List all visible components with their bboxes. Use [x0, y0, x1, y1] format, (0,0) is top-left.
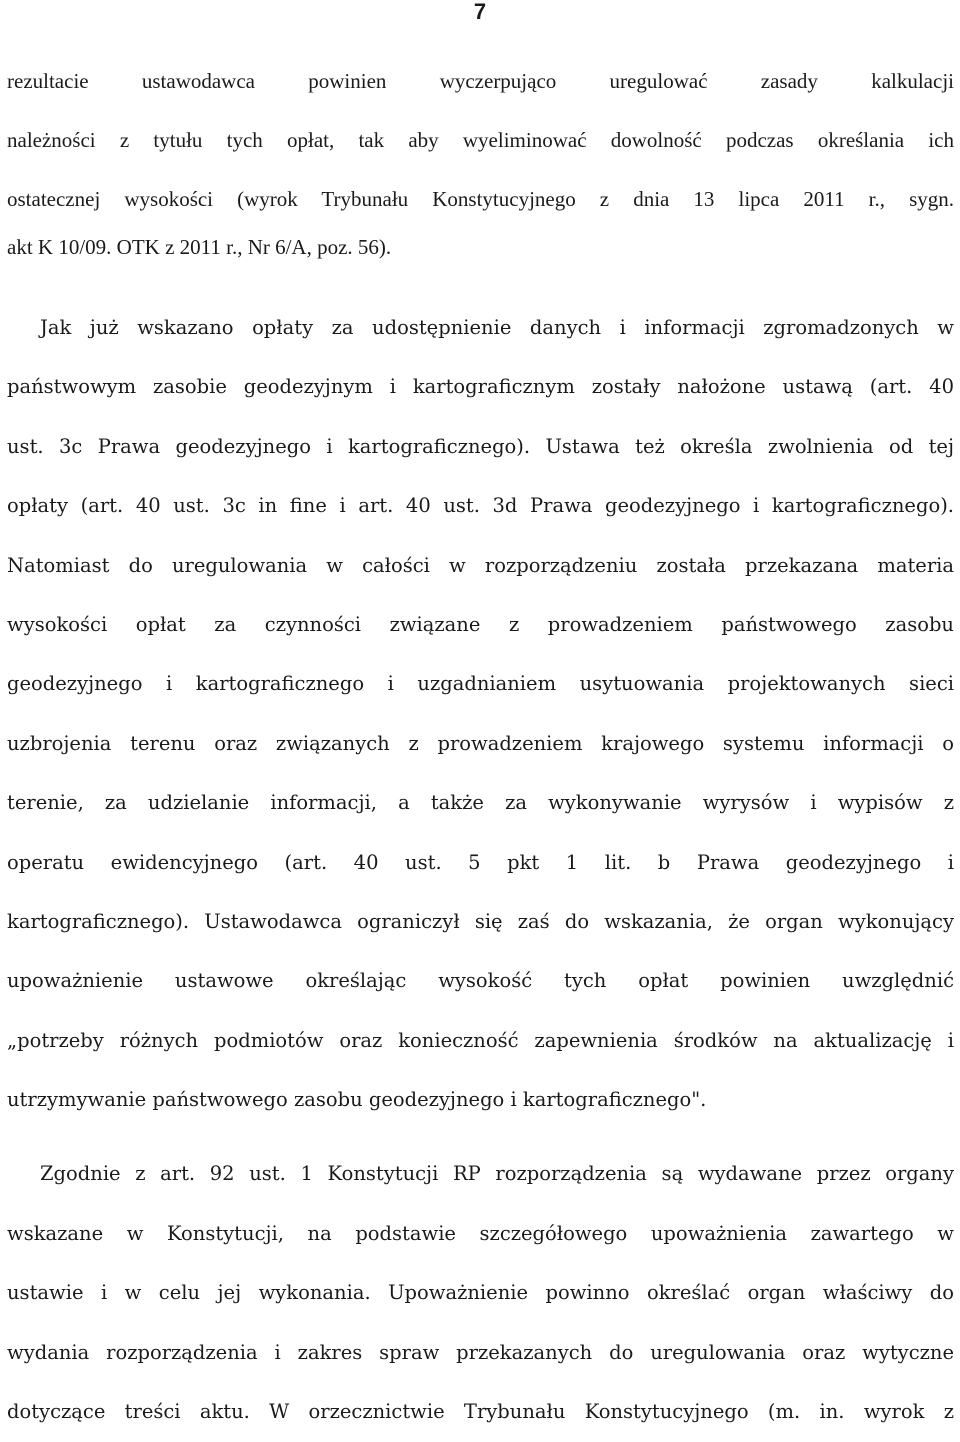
text-line: wydania rozporządzenia i zakres spraw przekazanych do uregulowania oraz wytyczne	[7, 1340, 954, 1364]
text-line: wysokości opłat za czynności związane z prowadzeniem państwowego zasobu	[7, 613, 954, 637]
text-line: wskazane w Konstytucji, na podstawie szczegółowego upoważnienia zawartego w	[7, 1221, 954, 1245]
text-line: państwowym zasobie geodezyjnym i kartograficznym zostały nałożone ustawą (art. 40	[7, 375, 954, 399]
text-line: operatu ewidencyjnego (art. 40 ust. 5 pkt 1 lit. b Prawa geodezyjnego i	[7, 850, 954, 874]
page-number: 7	[473, 0, 487, 24]
paragraph-continuation	[7, 52, 954, 229]
text-line: „potrzeby różnych podmiotów oraz konieczność zapewnienia środków na aktualizację i	[7, 1028, 954, 1052]
text-line: rezultacie ustawodawca powinien wyczerpująco uregulować zasady kalkulacji	[7, 69, 954, 93]
text-line: utrzymywanie państwowego zasobu geodezyjnego i kartograficznego".	[7, 1088, 707, 1112]
text-line: upoważnienie ustawowe określając wysokość tych opłat powinien uwzględnić	[7, 969, 954, 993]
text-line: dotyczące treści aktu. W orzecznictwie Trybunału Konstytucyjnego (m. in. wyrok z	[7, 1400, 954, 1423]
text-line: uzbrojenia terenu oraz związanych z prowadzeniem krajowego systemu informacji o	[7, 731, 954, 755]
paragraph-fees	[7, 298, 954, 1130]
text-line: opłaty (art. 40 ust. 3c in fine i art. 40 ust. 3d Prawa geodezyjnego i kartograficznego).	[7, 494, 954, 518]
text-line: Zgodnie z art. 92 ust. 1 Konstytucji RP rozporządzenia są wydawane przez organy	[40, 1162, 954, 1185]
text-line: kartograficznego). Ustawodawca ograniczył się zaś do wskazania, że organ wykonujący	[7, 910, 954, 934]
paragraph-continuation-end	[7, 229, 954, 265]
text-line: Jak już wskazano opłaty za udostępnienie danych i informacji zgromadzonych w	[40, 316, 954, 339]
text-line: Natomiast do uregulowania w całości w rozporządzeniu została przekazana materia	[7, 553, 954, 577]
text-line: terenie, za udzielanie informacji, a także za wykonywanie wyrysów i wypisów z	[7, 791, 954, 815]
text-line: ustawie i w celu jej wykonania. Upoważnienie powinno określać organ właściwy do	[7, 1281, 954, 1304]
text-line: akt K 10/09. OTK z 2011 r., Nr 6/A, poz. 56).	[7, 235, 392, 259]
text-line: należności z tytułu tych opłat, tak aby wyeliminować dowolność podczas określania ich	[7, 128, 954, 152]
text-line: ostatecznej wysokości (wyrok Trybunału Konstytucyjnego z dnia 13 lipca 2011 r., sygn.	[7, 187, 954, 211]
paragraph-constitution	[7, 1144, 954, 1442]
text-line: geodezyjnego i kartograficznego i uzgadnianiem usytuowania projektowanych sieci	[7, 672, 954, 696]
text-line: ust. 3c Prawa geodezyjnego i kartograficznego). Ustawa też określa zwolnienia od tej	[7, 434, 954, 458]
